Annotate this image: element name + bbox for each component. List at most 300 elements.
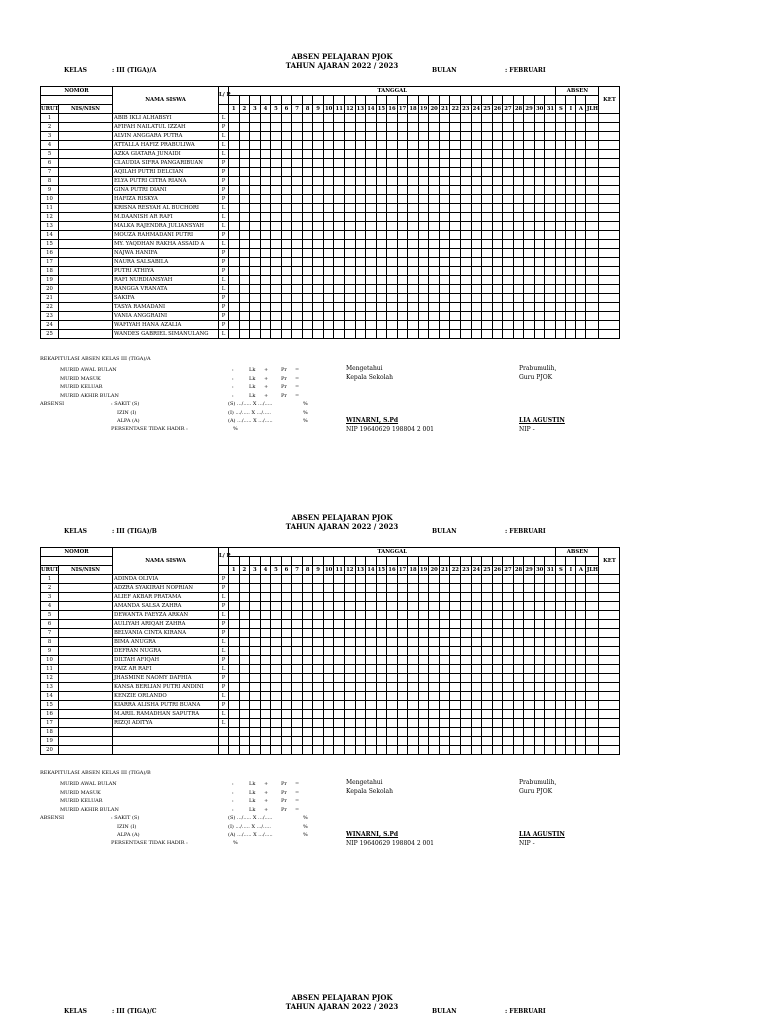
attendance-cell[interactable] [376, 222, 387, 231]
attendance-cell[interactable] [429, 593, 440, 602]
attendance-cell[interactable] [334, 159, 345, 168]
attendance-cell[interactable] [503, 746, 514, 755]
attendance-cell[interactable] [524, 575, 535, 584]
attendance-cell[interactable] [239, 213, 250, 222]
attendance-cell[interactable] [545, 159, 556, 168]
attendance-cell[interactable] [503, 701, 514, 710]
attendance-cell[interactable] [439, 728, 450, 737]
attendance-cell[interactable] [397, 656, 408, 665]
attendance-cell[interactable] [429, 719, 440, 728]
attendance-cell[interactable] [418, 584, 429, 593]
attendance-cell[interactable] [355, 123, 366, 132]
attendance-cell[interactable] [292, 258, 303, 267]
attendance-cell[interactable] [397, 159, 408, 168]
attendance-cell[interactable] [281, 240, 292, 249]
attendance-cell[interactable] [545, 719, 556, 728]
attendance-cell[interactable] [513, 602, 524, 611]
attendance-cell[interactable] [302, 132, 313, 141]
attendance-cell[interactable] [281, 584, 292, 593]
attendance-cell[interactable] [366, 168, 377, 177]
attendance-cell[interactable] [281, 701, 292, 710]
attendance-cell[interactable] [334, 665, 345, 674]
attendance-cell[interactable] [408, 150, 419, 159]
attendance-cell[interactable] [439, 710, 450, 719]
attendance-cell[interactable] [355, 285, 366, 294]
attendance-cell[interactable] [250, 629, 261, 638]
attendance-cell[interactable] [429, 674, 440, 683]
attendance-cell[interactable] [292, 638, 303, 647]
attendance-cell[interactable] [397, 195, 408, 204]
attendance-cell[interactable] [439, 294, 450, 303]
attendance-cell[interactable] [376, 692, 387, 701]
attendance-cell[interactable] [281, 276, 292, 285]
attendance-cell[interactable] [387, 584, 398, 593]
attendance-cell[interactable] [545, 620, 556, 629]
attendance-cell[interactable] [524, 123, 535, 132]
attendance-cell[interactable] [334, 746, 345, 755]
attendance-cell[interactable] [439, 276, 450, 285]
attendance-cell[interactable] [492, 620, 503, 629]
attendance-cell[interactable] [471, 114, 482, 123]
attendance-cell[interactable] [397, 321, 408, 330]
attendance-cell[interactable] [292, 249, 303, 258]
attendance-cell[interactable] [418, 683, 429, 692]
attendance-cell[interactable] [482, 195, 493, 204]
attendance-cell[interactable] [387, 701, 398, 710]
attendance-cell[interactable] [281, 249, 292, 258]
attendance-cell[interactable] [345, 249, 356, 258]
attendance-cell[interactable] [461, 294, 472, 303]
attendance-cell[interactable] [408, 575, 419, 584]
attendance-cell[interactable] [503, 737, 514, 746]
attendance-cell[interactable] [239, 593, 250, 602]
attendance-cell[interactable] [313, 132, 324, 141]
attendance-cell[interactable] [345, 728, 356, 737]
attendance-cell[interactable] [260, 195, 271, 204]
attendance-cell[interactable] [229, 222, 240, 231]
attendance-cell[interactable] [323, 692, 334, 701]
attendance-cell[interactable] [302, 638, 313, 647]
attendance-cell[interactable] [450, 249, 461, 258]
attendance-cell[interactable] [376, 168, 387, 177]
attendance-cell[interactable] [408, 141, 419, 150]
attendance-cell[interactable] [461, 285, 472, 294]
attendance-cell[interactable] [250, 638, 261, 647]
attendance-cell[interactable] [461, 647, 472, 656]
attendance-cell[interactable] [366, 575, 377, 584]
attendance-cell[interactable] [450, 330, 461, 339]
attendance-cell[interactable] [239, 114, 250, 123]
attendance-cell[interactable] [439, 701, 450, 710]
attendance-cell[interactable] [302, 602, 313, 611]
attendance-cell[interactable] [366, 195, 377, 204]
attendance-cell[interactable] [492, 276, 503, 285]
attendance-cell[interactable] [471, 186, 482, 195]
attendance-cell[interactable] [408, 629, 419, 638]
attendance-cell[interactable] [439, 746, 450, 755]
attendance-cell[interactable] [292, 584, 303, 593]
attendance-cell[interactable] [524, 294, 535, 303]
attendance-cell[interactable] [471, 638, 482, 647]
attendance-cell[interactable] [534, 285, 545, 294]
attendance-cell[interactable] [482, 728, 493, 737]
attendance-cell[interactable] [387, 276, 398, 285]
attendance-cell[interactable] [418, 719, 429, 728]
attendance-cell[interactable] [313, 231, 324, 240]
attendance-cell[interactable] [376, 258, 387, 267]
attendance-cell[interactable] [545, 123, 556, 132]
attendance-cell[interactable] [534, 213, 545, 222]
attendance-cell[interactable] [471, 321, 482, 330]
attendance-cell[interactable] [524, 312, 535, 321]
attendance-cell[interactable] [387, 123, 398, 132]
attendance-cell[interactable] [429, 186, 440, 195]
attendance-cell[interactable] [450, 123, 461, 132]
attendance-cell[interactable] [429, 159, 440, 168]
attendance-cell[interactable] [450, 267, 461, 276]
attendance-cell[interactable] [250, 683, 261, 692]
attendance-cell[interactable] [281, 665, 292, 674]
attendance-cell[interactable] [429, 312, 440, 321]
attendance-cell[interactable] [250, 249, 261, 258]
attendance-cell[interactable] [366, 692, 377, 701]
attendance-cell[interactable] [461, 258, 472, 267]
attendance-cell[interactable] [292, 240, 303, 249]
attendance-cell[interactable] [313, 213, 324, 222]
attendance-cell[interactable] [271, 719, 282, 728]
attendance-cell[interactable] [408, 195, 419, 204]
attendance-cell[interactable] [292, 656, 303, 665]
attendance-cell[interactable] [271, 728, 282, 737]
attendance-cell[interactable] [323, 123, 334, 132]
attendance-cell[interactable] [366, 593, 377, 602]
attendance-cell[interactable] [461, 195, 472, 204]
attendance-cell[interactable] [229, 249, 240, 258]
attendance-cell[interactable] [503, 620, 514, 629]
attendance-cell[interactable] [229, 141, 240, 150]
attendance-cell[interactable] [429, 141, 440, 150]
attendance-cell[interactable] [408, 728, 419, 737]
attendance-cell[interactable] [418, 330, 429, 339]
attendance-cell[interactable] [260, 240, 271, 249]
attendance-cell[interactable] [366, 330, 377, 339]
attendance-cell[interactable] [229, 584, 240, 593]
attendance-cell[interactable] [292, 231, 303, 240]
attendance-cell[interactable] [534, 620, 545, 629]
attendance-cell[interactable] [302, 330, 313, 339]
attendance-cell[interactable] [450, 285, 461, 294]
attendance-cell[interactable] [313, 710, 324, 719]
attendance-cell[interactable] [302, 611, 313, 620]
attendance-cell[interactable] [323, 719, 334, 728]
attendance-cell[interactable] [513, 222, 524, 231]
attendance-cell[interactable] [334, 602, 345, 611]
attendance-cell[interactable] [524, 665, 535, 674]
attendance-cell[interactable] [503, 665, 514, 674]
attendance-cell[interactable] [534, 611, 545, 620]
attendance-cell[interactable] [271, 123, 282, 132]
attendance-cell[interactable] [366, 710, 377, 719]
attendance-cell[interactable] [397, 258, 408, 267]
attendance-cell[interactable] [302, 114, 313, 123]
attendance-cell[interactable] [450, 638, 461, 647]
attendance-cell[interactable] [313, 168, 324, 177]
attendance-cell[interactable] [271, 249, 282, 258]
attendance-cell[interactable] [345, 213, 356, 222]
attendance-cell[interactable] [229, 728, 240, 737]
attendance-cell[interactable] [387, 267, 398, 276]
attendance-cell[interactable] [408, 123, 419, 132]
attendance-cell[interactable] [471, 294, 482, 303]
attendance-cell[interactable] [534, 719, 545, 728]
attendance-cell[interactable] [229, 312, 240, 321]
attendance-cell[interactable] [418, 186, 429, 195]
attendance-cell[interactable] [450, 114, 461, 123]
attendance-cell[interactable] [503, 249, 514, 258]
attendance-cell[interactable] [292, 267, 303, 276]
attendance-cell[interactable] [302, 159, 313, 168]
attendance-cell[interactable] [260, 213, 271, 222]
attendance-cell[interactable] [429, 195, 440, 204]
attendance-cell[interactable] [439, 168, 450, 177]
attendance-cell[interactable] [503, 114, 514, 123]
attendance-cell[interactable] [323, 258, 334, 267]
attendance-cell[interactable] [323, 294, 334, 303]
attendance-cell[interactable] [503, 294, 514, 303]
attendance-cell[interactable] [271, 276, 282, 285]
attendance-cell[interactable] [229, 737, 240, 746]
attendance-cell[interactable] [281, 638, 292, 647]
attendance-cell[interactable] [545, 746, 556, 755]
attendance-cell[interactable] [345, 123, 356, 132]
attendance-cell[interactable] [376, 647, 387, 656]
attendance-cell[interactable] [302, 656, 313, 665]
attendance-cell[interactable] [281, 674, 292, 683]
attendance-cell[interactable] [503, 186, 514, 195]
attendance-cell[interactable] [429, 629, 440, 638]
attendance-cell[interactable] [313, 150, 324, 159]
attendance-cell[interactable] [439, 575, 450, 584]
attendance-cell[interactable] [503, 213, 514, 222]
attendance-cell[interactable] [387, 602, 398, 611]
attendance-cell[interactable] [355, 213, 366, 222]
attendance-cell[interactable] [387, 656, 398, 665]
attendance-cell[interactable] [355, 141, 366, 150]
attendance-cell[interactable] [397, 728, 408, 737]
attendance-cell[interactable] [302, 701, 313, 710]
attendance-cell[interactable] [229, 674, 240, 683]
attendance-cell[interactable] [334, 141, 345, 150]
attendance-cell[interactable] [545, 629, 556, 638]
attendance-cell[interactable] [429, 249, 440, 258]
attendance-cell[interactable] [450, 728, 461, 737]
attendance-cell[interactable] [461, 593, 472, 602]
attendance-cell[interactable] [260, 575, 271, 584]
attendance-cell[interactable] [271, 303, 282, 312]
attendance-cell[interactable] [345, 195, 356, 204]
attendance-cell[interactable] [471, 141, 482, 150]
attendance-cell[interactable] [524, 195, 535, 204]
attendance-cell[interactable] [376, 186, 387, 195]
attendance-cell[interactable] [471, 683, 482, 692]
attendance-cell[interactable] [355, 710, 366, 719]
attendance-cell[interactable] [534, 728, 545, 737]
attendance-cell[interactable] [534, 231, 545, 240]
attendance-cell[interactable] [302, 267, 313, 276]
attendance-cell[interactable] [450, 276, 461, 285]
attendance-cell[interactable] [397, 132, 408, 141]
attendance-cell[interactable] [281, 303, 292, 312]
attendance-cell[interactable] [260, 746, 271, 755]
attendance-cell[interactable] [376, 746, 387, 755]
attendance-cell[interactable] [429, 285, 440, 294]
attendance-cell[interactable] [513, 132, 524, 141]
attendance-cell[interactable] [524, 177, 535, 186]
attendance-cell[interactable] [387, 665, 398, 674]
attendance-cell[interactable] [271, 683, 282, 692]
attendance-cell[interactable] [439, 150, 450, 159]
attendance-cell[interactable] [387, 186, 398, 195]
attendance-cell[interactable] [281, 141, 292, 150]
attendance-cell[interactable] [429, 213, 440, 222]
attendance-cell[interactable] [397, 276, 408, 285]
attendance-cell[interactable] [260, 114, 271, 123]
attendance-cell[interactable] [345, 294, 356, 303]
attendance-cell[interactable] [323, 710, 334, 719]
attendance-cell[interactable] [302, 141, 313, 150]
attendance-cell[interactable] [281, 602, 292, 611]
attendance-cell[interactable] [302, 719, 313, 728]
attendance-cell[interactable] [482, 204, 493, 213]
attendance-cell[interactable] [482, 222, 493, 231]
attendance-cell[interactable] [229, 656, 240, 665]
attendance-cell[interactable] [271, 638, 282, 647]
attendance-cell[interactable] [366, 267, 377, 276]
attendance-cell[interactable] [418, 195, 429, 204]
attendance-cell[interactable] [524, 150, 535, 159]
attendance-cell[interactable] [429, 683, 440, 692]
attendance-cell[interactable] [313, 647, 324, 656]
attendance-cell[interactable] [292, 141, 303, 150]
attendance-cell[interactable] [302, 195, 313, 204]
attendance-cell[interactable] [513, 665, 524, 674]
attendance-cell[interactable] [450, 204, 461, 213]
attendance-cell[interactable] [471, 240, 482, 249]
attendance-cell[interactable] [366, 638, 377, 647]
attendance-cell[interactable] [250, 719, 261, 728]
attendance-cell[interactable] [260, 150, 271, 159]
attendance-cell[interactable] [408, 593, 419, 602]
attendance-cell[interactable] [323, 737, 334, 746]
attendance-cell[interactable] [397, 692, 408, 701]
attendance-cell[interactable] [281, 629, 292, 638]
attendance-cell[interactable] [482, 638, 493, 647]
attendance-cell[interactable] [302, 177, 313, 186]
attendance-cell[interactable] [271, 177, 282, 186]
attendance-cell[interactable] [260, 638, 271, 647]
attendance-cell[interactable] [429, 303, 440, 312]
attendance-cell[interactable] [376, 195, 387, 204]
attendance-cell[interactable] [260, 159, 271, 168]
attendance-cell[interactable] [271, 240, 282, 249]
attendance-cell[interactable] [355, 746, 366, 755]
attendance-cell[interactable] [471, 593, 482, 602]
attendance-cell[interactable] [513, 168, 524, 177]
attendance-cell[interactable] [408, 330, 419, 339]
attendance-cell[interactable] [408, 231, 419, 240]
attendance-cell[interactable] [492, 195, 503, 204]
attendance-cell[interactable] [376, 285, 387, 294]
attendance-cell[interactable] [418, 249, 429, 258]
attendance-cell[interactable] [492, 638, 503, 647]
attendance-cell[interactable] [408, 602, 419, 611]
attendance-cell[interactable] [323, 593, 334, 602]
attendance-cell[interactable] [260, 593, 271, 602]
attendance-cell[interactable] [387, 294, 398, 303]
attendance-cell[interactable] [450, 674, 461, 683]
attendance-cell[interactable] [345, 285, 356, 294]
attendance-cell[interactable] [281, 195, 292, 204]
attendance-cell[interactable] [524, 602, 535, 611]
attendance-cell[interactable] [397, 231, 408, 240]
attendance-cell[interactable] [313, 692, 324, 701]
attendance-cell[interactable] [292, 222, 303, 231]
attendance-cell[interactable] [271, 294, 282, 303]
attendance-cell[interactable] [313, 737, 324, 746]
attendance-cell[interactable] [260, 620, 271, 629]
attendance-cell[interactable] [439, 620, 450, 629]
attendance-cell[interactable] [450, 141, 461, 150]
attendance-cell[interactable] [345, 629, 356, 638]
attendance-cell[interactable] [397, 204, 408, 213]
attendance-cell[interactable] [281, 132, 292, 141]
attendance-cell[interactable] [513, 330, 524, 339]
attendance-cell[interactable] [397, 593, 408, 602]
attendance-cell[interactable] [239, 611, 250, 620]
attendance-cell[interactable] [376, 602, 387, 611]
attendance-cell[interactable] [250, 593, 261, 602]
attendance-cell[interactable] [408, 665, 419, 674]
attendance-cell[interactable] [313, 330, 324, 339]
attendance-cell[interactable] [492, 159, 503, 168]
attendance-cell[interactable] [239, 159, 250, 168]
attendance-cell[interactable] [355, 602, 366, 611]
attendance-cell[interactable] [503, 710, 514, 719]
attendance-cell[interactable] [376, 114, 387, 123]
attendance-cell[interactable] [439, 593, 450, 602]
attendance-cell[interactable] [313, 728, 324, 737]
attendance-cell[interactable] [250, 611, 261, 620]
attendance-cell[interactable] [397, 575, 408, 584]
attendance-cell[interactable] [397, 710, 408, 719]
attendance-cell[interactable] [387, 231, 398, 240]
attendance-cell[interactable] [355, 132, 366, 141]
attendance-cell[interactable] [439, 213, 450, 222]
attendance-cell[interactable] [376, 638, 387, 647]
attendance-cell[interactable] [271, 186, 282, 195]
attendance-cell[interactable] [545, 647, 556, 656]
attendance-cell[interactable] [281, 222, 292, 231]
attendance-cell[interactable] [429, 575, 440, 584]
attendance-cell[interactable] [545, 258, 556, 267]
attendance-cell[interactable] [376, 204, 387, 213]
attendance-cell[interactable] [323, 204, 334, 213]
attendance-cell[interactable] [418, 611, 429, 620]
attendance-cell[interactable] [397, 240, 408, 249]
attendance-cell[interactable] [524, 728, 535, 737]
attendance-cell[interactable] [524, 168, 535, 177]
attendance-cell[interactable] [408, 719, 419, 728]
